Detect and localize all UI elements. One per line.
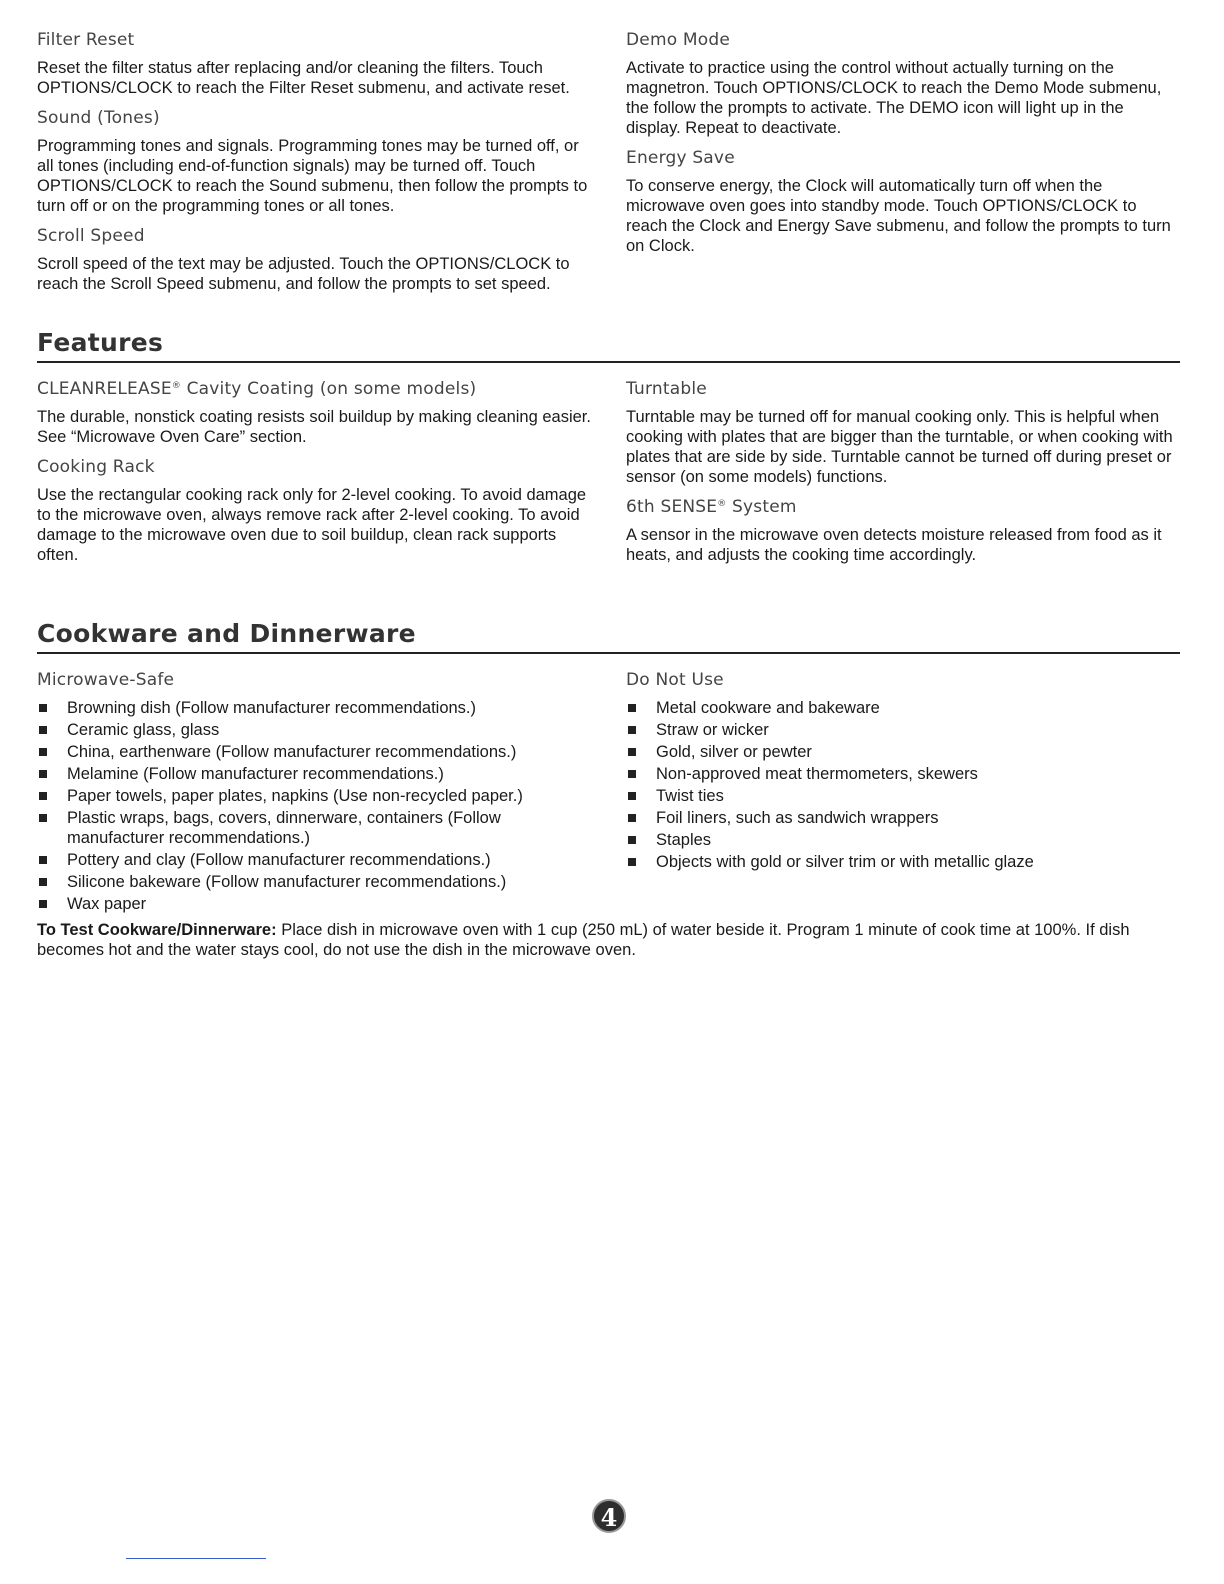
scroll-speed-text: Scroll speed of the text may be adjusted. Touch the OPTIONS/CLOCK to reach the Scroll Speed submenu, and follow the prompts to set speed. bbox=[37, 255, 570, 293]
do-not-use-item: Staples bbox=[626, 830, 1180, 850]
test-cookware-label: To Test Cookware/Dinnerware: bbox=[37, 921, 277, 939]
microwave-safe-column bbox=[37, 670, 593, 916]
options-left-column bbox=[37, 30, 593, 304]
microwave-safe-item: Paper towels, paper plates, napkins (Use non-recycled paper.) bbox=[37, 786, 593, 806]
cooking-rack-heading: Cooking Rack bbox=[37, 457, 155, 477]
microwave-safe-item: Ceramic glass, glass bbox=[37, 720, 593, 740]
page-number-badge: 4 bbox=[592, 1499, 626, 1533]
energy-save-heading: Energy Save bbox=[626, 148, 735, 168]
sixth-sense-heading: 6th SENSE® System bbox=[626, 497, 797, 517]
microwave-safe-item: Browning dish (Follow manufacturer recommendations.) bbox=[37, 698, 593, 718]
features-title: Features bbox=[37, 328, 1180, 363]
sixth-sense-text: A sensor in the microwave oven detects moisture released from food as it heats, and adjusts the cooking time accordingly. bbox=[626, 526, 1162, 564]
test-cookware-note bbox=[37, 920, 1180, 960]
do-not-use-item: Gold, silver or pewter bbox=[626, 742, 1180, 762]
energy-save-text: To conserve energy, the Clock will automatically turn off when the microwave oven goes into standby mode. Touch OPTIONS/CLOCK to reach the Clock and Energy Save submenu, and follow the prompts to turn on Clock. bbox=[626, 177, 1171, 255]
do-not-use-heading: Do Not Use bbox=[626, 670, 724, 690]
microwave-safe-list bbox=[37, 698, 593, 914]
scroll-speed-heading: Scroll Speed bbox=[37, 226, 145, 246]
do-not-use-item: Twist ties bbox=[626, 786, 1180, 806]
features-left-column bbox=[37, 379, 593, 575]
microwave-safe-item: Silicone bakeware (Follow manufacturer recommendations.) bbox=[37, 872, 593, 892]
demo-mode-text: Activate to practice using the control without actually turning on the magnetron. Touch OPTIONS/CLOCK to reach the Demo Mode submenu, the follow the prompts to activate. The DEMO icon will light up in the display. Repeat to deactivate. bbox=[626, 59, 1162, 137]
filter-reset-text: Reset the filter status after replacing and/or cleaning the filters. Touch OPTIONS/CLOCK to reach the Filter Reset submenu, and activate reset. bbox=[37, 59, 570, 97]
options-right-column bbox=[626, 30, 1180, 304]
test-cookware-text: Place dish in microwave oven with 1 cup (250 mL) of water beside it. Program 1 minute of cook time at 100%. If dish becomes hot and the water stays cool, do not use the dish in the microwave oven. bbox=[37, 921, 1130, 959]
do-not-use-item: Straw or wicker bbox=[626, 720, 1180, 740]
microwave-safe-item: China, earthenware (Follow manufacturer recommendations.) bbox=[37, 742, 593, 762]
microwave-safe-item: Wax paper bbox=[37, 894, 593, 914]
do-not-use-item: Foil liners, such as sandwich wrappers bbox=[626, 808, 1180, 828]
microwave-safe-item: Melamine (Follow manufacturer recommendations.) bbox=[37, 764, 593, 784]
cookware-title: Cookware and Dinnerware bbox=[37, 619, 1180, 654]
cookware-section bbox=[37, 670, 1180, 916]
cooking-rack-text: Use the rectangular cooking rack only for 2-level cooking. To avoid damage to the microwave oven, always remove rack after 2-level cooking. To avoid damage to the microwave oven due to soil buildup, clean rack supports often. bbox=[37, 486, 587, 564]
options-section bbox=[37, 30, 1180, 304]
turntable-text: Turntable may be turned off for manual cooking only. This is helpful when cooking with plates that are bigger than the turntable, or when cooking with plates that are side by side. Turntable cannot be turned off during preset or sensor (on some models) functions. bbox=[626, 408, 1173, 486]
footer-divider bbox=[126, 1558, 266, 1559]
filter-reset-heading: Filter Reset bbox=[37, 30, 135, 50]
microwave-safe-item: Plastic wraps, bags, covers, dinnerware, containers (Follow manufacturer recommendations.) bbox=[37, 808, 593, 848]
cleanrelease-heading: CLEANRELEASE® Cavity Coating (on some models) bbox=[37, 379, 477, 399]
sound-tones-heading: Sound (Tones) bbox=[37, 108, 160, 128]
cleanrelease-text: The durable, nonstick coating resists soil buildup by making cleaning easier. See “Microwave Oven Care” section. bbox=[37, 408, 591, 446]
demo-mode-heading: Demo Mode bbox=[626, 30, 731, 50]
features-right-column bbox=[626, 379, 1180, 575]
do-not-use-item: Objects with gold or silver trim or with metallic glaze bbox=[626, 852, 1180, 872]
turntable-heading: Turntable bbox=[626, 379, 707, 399]
microwave-safe-heading: Microwave-Safe bbox=[37, 670, 175, 690]
features-section bbox=[37, 379, 1180, 575]
do-not-use-item: Non-approved meat thermometers, skewers bbox=[626, 764, 1180, 784]
do-not-use-item: Metal cookware and bakeware bbox=[626, 698, 1180, 718]
do-not-use-column bbox=[626, 670, 1180, 916]
do-not-use-list bbox=[626, 698, 1180, 872]
manual-page bbox=[37, 30, 1180, 960]
microwave-safe-item: Pottery and clay (Follow manufacturer recommendations.) bbox=[37, 850, 593, 870]
sound-tones-text: Programming tones and signals. Programming tones may be turned off, or all tones (including end-of-function signals) may be turned off. Touch OPTIONS/CLOCK to reach the Sound submenu, then follow the prompts to turn off or on the programming tones or all tones. bbox=[37, 137, 588, 215]
